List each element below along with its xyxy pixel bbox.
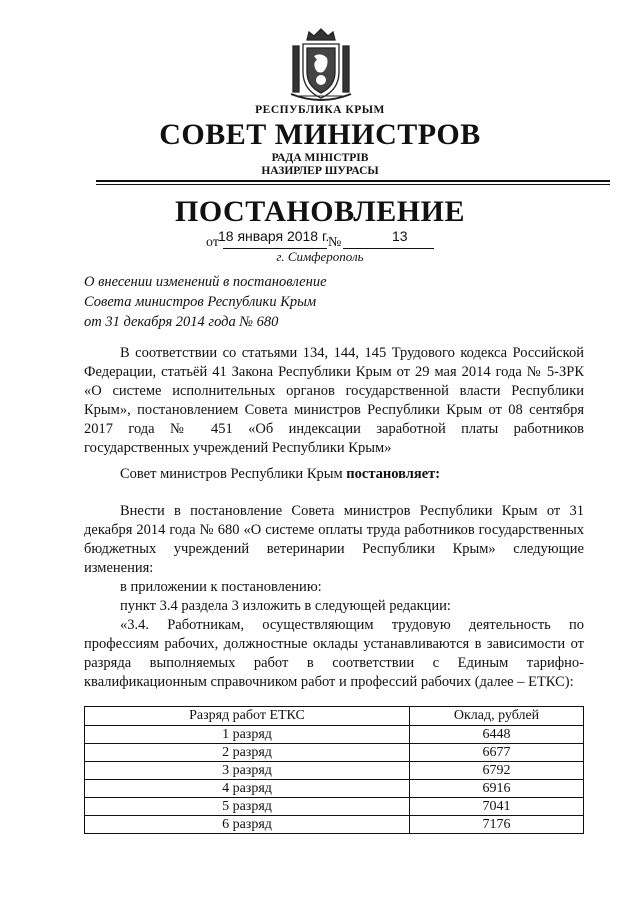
subject-line: О внесении изменений в постановление — [84, 274, 327, 290]
grade-cell: 1 разряд — [85, 726, 410, 744]
grade-cell: 2 разряд — [85, 744, 410, 762]
council-title: СОВЕТ МИНИСТРОВ — [159, 118, 481, 151]
body-paragraph: Внести в постановление Совета министров Республики Крым от 31 декабря 2014 года № 680 «О системе оплаты труда работников государственных бюджетных учреждений ветеринарии Республики Крым» следующие изменения: — [84, 503, 584, 576]
decree-line — [84, 466, 584, 483]
column-header-salary: Оклад, рублей — [410, 707, 584, 726]
salary-cell: 6792 — [410, 762, 584, 780]
preamble — [84, 344, 584, 458]
date-number-row — [206, 228, 436, 250]
header-rule-thick — [96, 180, 610, 182]
grade-cell: 4 разряд — [85, 780, 410, 798]
table-row — [85, 762, 584, 780]
body-paragraph: «3.4. Работникам, осуществляющим трудовую деятельность по профессиям рабочих, должностные оклады устанавливаются в зависимости от разряда выполняемых работ в соответствии с Единым тарифно-квалификационным справочником работ и профессий рабочих (далее – ЕТКС): — [84, 617, 584, 690]
table-header-row — [85, 707, 584, 726]
decree-keyword: постановляет: — [346, 466, 441, 482]
body-paragraph: в приложении к постановлению: — [120, 579, 322, 595]
salary-cell: 6448 — [410, 726, 584, 744]
council-title-ukrainian: РАДА МІНІСТРІВ — [271, 152, 369, 164]
salary-cell: 6916 — [410, 780, 584, 798]
salary-cell: 7176 — [410, 816, 584, 834]
document-city: г. Симферополь — [276, 249, 364, 264]
document-type: ПОСТАНОВЛЕНИЕ — [175, 195, 465, 228]
document-number: 13 — [392, 228, 408, 244]
column-header-grade: Разряд работ ЕТКС — [85, 707, 410, 726]
table-row — [85, 744, 584, 762]
subject-line: Совета министров Республики Крым — [84, 294, 317, 310]
grade-cell: 6 разряд — [85, 816, 410, 834]
preamble-text: В соответствии со статьями 134, 144, 145 Трудового кодекса Российской Федерации, статьёй 41 Закона Республики Крым от 29 мая 2014 года № 5-ЗРК «О системе исполнительных органов государственной власти Республики Крым», постановлением Совета министров Республики Крым от 08 сентября 2017 года № 451 «Об индексации заработной платы работников государственных учреждений Республики Крым» — [84, 345, 584, 456]
coat-of-arms-emblem — [287, 26, 355, 104]
salary-table — [84, 706, 584, 834]
table-row — [85, 798, 584, 816]
document-subject — [84, 272, 327, 332]
council-title-crimean-tatar: НАЗИРЛЕР ШУРАСЫ — [261, 165, 379, 177]
body-text — [84, 502, 584, 692]
grade-cell: 3 разряд — [85, 762, 410, 780]
table-row — [85, 726, 584, 744]
salary-cell: 7041 — [410, 798, 584, 816]
council-translations — [0, 152, 640, 178]
table-row — [85, 780, 584, 798]
number-prefix: № — [328, 235, 342, 250]
salary-cell: 6677 — [410, 744, 584, 762]
grade-cell: 5 разряд — [85, 798, 410, 816]
header-rule-thin — [96, 184, 610, 185]
body-paragraph: пункт 3.4 раздела 3 изложить в следующей редакции: — [120, 598, 451, 614]
table-row — [85, 816, 584, 834]
subject-line: от 31 декабря 2014 года № 680 — [84, 314, 279, 330]
document-date: 18 января 2018 г. — [218, 228, 330, 244]
decree-text: Совет министров Республики Крым — [120, 466, 347, 482]
republic-name: РЕСПУБЛИКА КРЫМ — [255, 104, 385, 116]
date-prefix: от — [206, 235, 219, 250]
